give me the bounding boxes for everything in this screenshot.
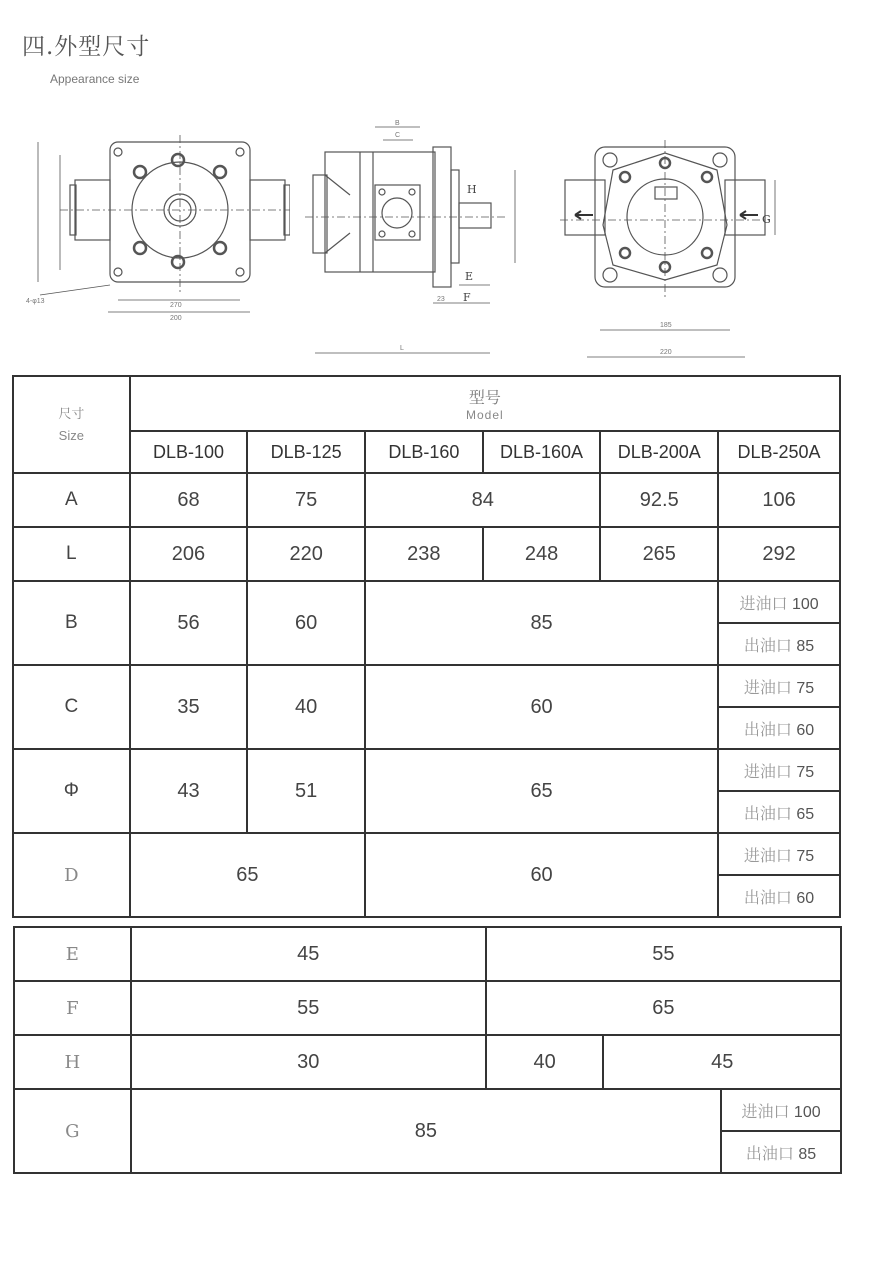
row-label: G xyxy=(14,1089,131,1173)
outlet-cell: 出油口 65 xyxy=(718,791,840,833)
row-label: D xyxy=(13,833,130,917)
cell-value: 85 xyxy=(131,1089,721,1173)
svg-text:B: B xyxy=(395,120,400,127)
cell-value: 30 xyxy=(131,1035,486,1089)
model-dlb-250a: DLB-250A xyxy=(718,431,840,473)
dim-F: F xyxy=(463,291,471,304)
dim-270: 270 xyxy=(170,302,182,309)
outlet-cell: 出油口 85 xyxy=(718,623,840,665)
cell-value: 35 xyxy=(130,665,248,749)
row-label: E xyxy=(14,927,131,981)
table-row-l xyxy=(13,527,840,581)
section-subtitle: Appearance size xyxy=(50,72,140,86)
model-dlb-160: DLB-160 xyxy=(365,431,483,473)
row-label: B xyxy=(13,581,130,665)
cell-value: 55 xyxy=(131,981,486,1035)
model-dlb-200a: DLB-200A xyxy=(600,431,718,473)
cell-value: 45 xyxy=(603,1035,841,1089)
inlet-cell: 进油口 100 xyxy=(721,1089,841,1131)
dim-220: 220 xyxy=(660,349,672,356)
row-label: F xyxy=(14,981,131,1035)
svg-text:23: 23 xyxy=(437,296,445,303)
cell-value: 43 xyxy=(130,749,248,833)
model-dlb-100: DLB-100 xyxy=(130,431,248,473)
table-row-e xyxy=(14,927,841,981)
cell-value: 265 xyxy=(600,527,718,581)
cell-value: 106 xyxy=(718,473,840,527)
model-header-cell xyxy=(130,376,840,431)
svg-text:L: L xyxy=(400,345,404,352)
table-row-phi xyxy=(13,749,840,791)
cell-value: 56 xyxy=(130,581,248,665)
dim-E: E xyxy=(465,270,474,283)
cell-value: 51 xyxy=(247,749,365,833)
cell-value: 60 xyxy=(365,833,718,917)
table-row-g xyxy=(14,1089,841,1131)
row-label: H xyxy=(14,1035,131,1089)
row-label: Φ xyxy=(13,749,130,833)
dim-H: H xyxy=(467,183,477,196)
cell-value: 292 xyxy=(718,527,840,581)
outlet-cell: 出油口 60 xyxy=(718,875,840,917)
outlet-cell: 出油口 85 xyxy=(721,1131,841,1173)
rear-view-drawing xyxy=(555,135,795,360)
section-title: 四.外型尺寸 xyxy=(22,34,151,60)
cell-value: 84 xyxy=(365,473,600,527)
technical-drawings xyxy=(0,110,884,360)
cell-value: 68 xyxy=(130,473,248,527)
model-dlb-125: DLB-125 xyxy=(247,431,365,473)
outlet-cell: 出油口 60 xyxy=(718,707,840,749)
dim-holes: 4-φ13 xyxy=(26,298,45,305)
cell-value: 45 xyxy=(131,927,486,981)
cell-value: 85 xyxy=(365,581,718,665)
cell-value: 75 xyxy=(247,473,365,527)
cell-value: 65 xyxy=(486,981,841,1035)
front-view-drawing xyxy=(20,130,290,330)
table-row-d xyxy=(13,833,840,875)
size-header-cn: 尺寸 xyxy=(58,405,85,421)
cell-value: 92.5 xyxy=(600,473,718,527)
inlet-cell: 进油口 75 xyxy=(718,833,840,875)
svg-text:C: C xyxy=(395,132,401,139)
size-header-en: Size xyxy=(58,427,84,443)
cell-value: 206 xyxy=(130,527,248,581)
cell-value: 220 xyxy=(247,527,365,581)
model-header-cn: 型号 xyxy=(468,388,501,407)
cell-value: 238 xyxy=(365,527,483,581)
dimension-table-main xyxy=(12,375,841,918)
cell-value: 65 xyxy=(365,749,718,833)
inlet-cell: 进油口 75 xyxy=(718,665,840,707)
cell-value: 60 xyxy=(365,665,718,749)
size-header-cell xyxy=(13,376,130,473)
table-row-h xyxy=(14,1035,841,1089)
cell-value: 40 xyxy=(486,1035,604,1089)
inlet-cell: 进油口 100 xyxy=(718,581,840,623)
cell-value: 65 xyxy=(130,833,365,917)
row-label: L xyxy=(13,527,130,581)
dim-overall: 200 xyxy=(170,315,182,322)
dimension-table-secondary xyxy=(13,926,842,1174)
row-label: C xyxy=(13,665,130,749)
cell-value: 60 xyxy=(247,581,365,665)
dim-185: 185 xyxy=(660,322,672,329)
table-row-f xyxy=(14,981,841,1035)
table-row-b xyxy=(13,581,840,623)
model-header-en: Model xyxy=(465,408,504,422)
row-label: A xyxy=(13,473,130,527)
cell-value: 248 xyxy=(483,527,601,581)
side-view-drawing xyxy=(305,115,545,360)
table-row-c xyxy=(13,665,840,707)
model-dlb-160a: DLB-160A xyxy=(483,431,601,473)
cell-value: 40 xyxy=(247,665,365,749)
inlet-cell: 进油口 75 xyxy=(718,749,840,791)
cell-value: 55 xyxy=(486,927,841,981)
dim-G: G xyxy=(762,213,771,226)
table-row-a xyxy=(13,473,840,527)
